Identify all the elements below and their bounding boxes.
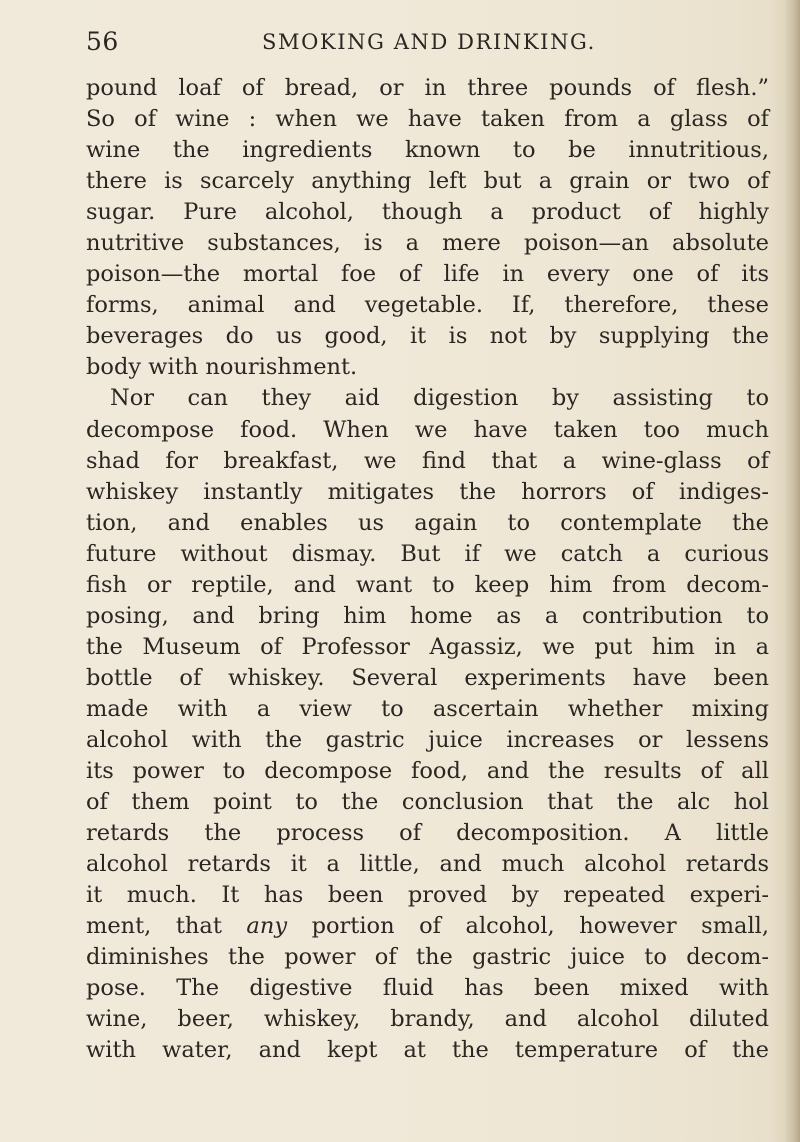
text-line: of them point to the conclusion that the alc hol (86, 789, 769, 816)
text-line: alcohol retards it a little, and much alcohol retards (86, 851, 769, 878)
text-line: pose. The digestive fluid has been mixed with (86, 975, 769, 1002)
running-head (86, 22, 786, 62)
text-line: made with a view to ascertain whether mixing (86, 695, 769, 722)
text-line: shad for breakfast, we find that a wine-glass of (86, 447, 769, 474)
text-line: So of wine : when we have taken from a glass of (86, 106, 769, 133)
text-line: poison—the mortal foe of life in every one of its (86, 261, 769, 288)
text-line: with water, and kept at the temperature of the (86, 1037, 769, 1064)
text-segment: portion of alcohol, however small, (287, 913, 769, 940)
text-line: bottle of whiskey. Several experiments have been (86, 664, 769, 691)
text-line: wine, beer, whiskey, brandy, and alcohol diluted (86, 1006, 769, 1033)
text-segment: ment, that (86, 913, 247, 940)
text-line: its power to decompose food, and the results of all (86, 758, 769, 785)
text-line: tion, and enables us again to contemplate the (86, 509, 769, 536)
text-line: wine the ingredients known to be innutritious, (86, 137, 769, 164)
text-line: sugar. Pure alcohol, though a product of highly (86, 199, 769, 226)
text-line: there is scarcely anything left but a grain or two of (86, 168, 769, 195)
running-title: SMOKING AND DRINKING. (262, 30, 596, 54)
text-line: future without dismay. But if we catch a curious (86, 540, 769, 567)
text-line-with-emphasis (86, 911, 769, 942)
text-line: retards the process of decomposition. A little (86, 820, 769, 847)
paragraph-last-line: body with nourishment. (86, 354, 358, 381)
text-line: fish or reptile, and want to keep him from decom- (86, 571, 769, 598)
page-edge-shadow (784, 0, 800, 1142)
text-line: forms, animal and vegetable. If, therefore, these (86, 292, 769, 319)
text-line: posing, and bring him home as a contribution to (86, 602, 769, 629)
text-line: alcohol with the gastric juice increases or lessens (86, 726, 769, 753)
text-line: diminishes the power of the gastric juice to decom- (86, 944, 769, 971)
emphasized-word: any (246, 913, 288, 940)
text-line: it much. It has been proved by repeated experi- (86, 882, 769, 909)
page-number: 56 (86, 27, 119, 56)
text-line: pound loaf of bread, or in three pounds of flesh.” (86, 75, 769, 101)
text-line: decompose food. When we have taken too much (86, 416, 769, 443)
text-line: whiskey instantly mitigates the horrors of indiges- (86, 478, 769, 505)
text-line: nutritive substances, is a mere poison—an absolute (86, 230, 769, 257)
text-line: beverages do us good, it is not by supplying the (86, 323, 769, 350)
body-text (86, 73, 769, 1067)
paragraph-first-line: Nor can they aid digestion by assisting to (110, 385, 769, 412)
text-line: the Museum of Professor Agassiz, we put him in a (86, 633, 769, 660)
